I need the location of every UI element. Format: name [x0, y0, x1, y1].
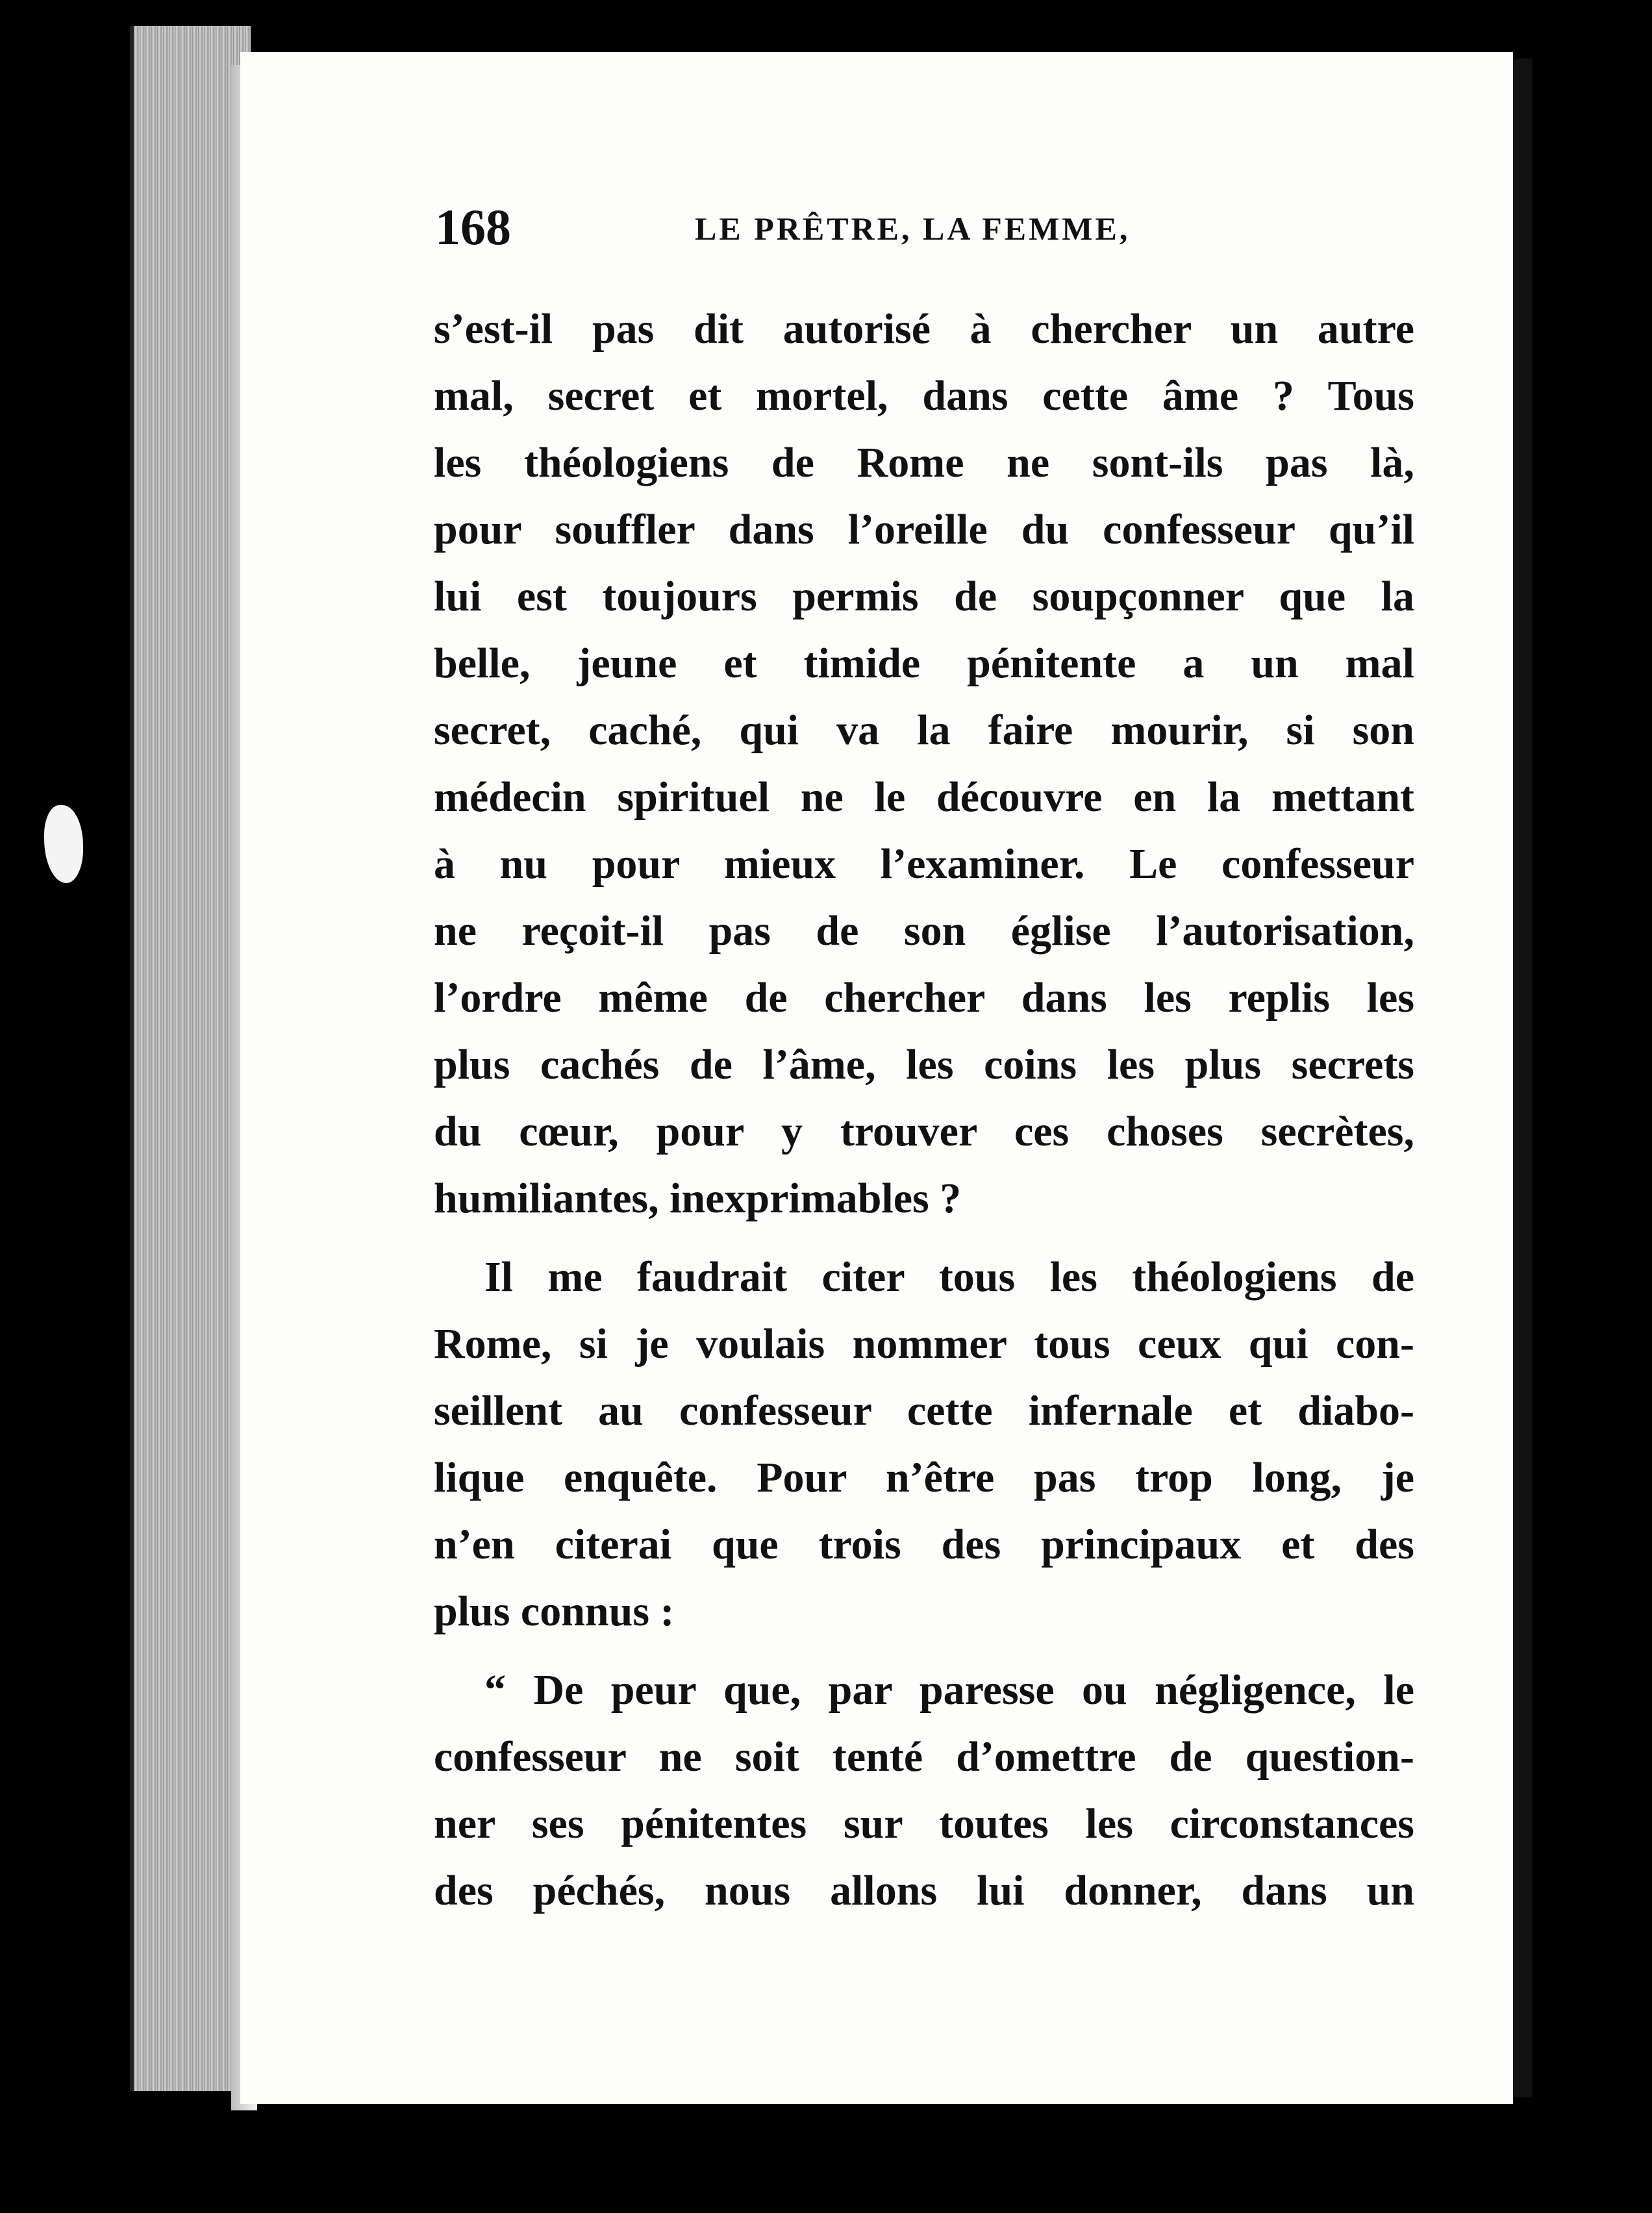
text-line: lique enquête. Pour n’être pas trop long, je [434, 1454, 1414, 1501]
text-line: à nu pour mieux l’examiner. Le confesseur [434, 840, 1414, 888]
text-line: ner ses pénitentes sur toutes les circonstances [434, 1800, 1414, 1847]
text-line: plus connus : [434, 1588, 675, 1635]
text-line: secret, caché, qui va la faire mourir, si son [434, 706, 1414, 754]
text-line: ne reçoit-il pas de son église l’autorisation, [434, 907, 1414, 955]
text-line: l’ordre même de chercher dans les replis les [434, 974, 1414, 1021]
paragraph-gap [434, 1232, 1414, 1244]
text-line: pour souffler dans l’oreille du confesseur qu’il [434, 506, 1414, 553]
text-line: Rome, si je voulais nommer tous ceux qui con- [434, 1320, 1414, 1368]
text-line: humiliantes, inexprimables ? [434, 1175, 962, 1222]
text-line: mal, secret et mortel, dans cette âme ? Tous [434, 372, 1414, 419]
running-head [435, 198, 1422, 256]
text-line: lui est toujours permis de soupçonner que la [434, 573, 1414, 620]
body-text [434, 295, 1414, 1924]
text-line: médecin spirituel ne le découvre en la mettant [434, 773, 1414, 821]
text-line: plus cachés de l’âme, les coins les plus secrets [434, 1041, 1414, 1088]
page-right-shadow [1513, 58, 1533, 2097]
text-line: seillent au confesseur cette infernale et diabo- [434, 1387, 1414, 1434]
page-number: 168 [435, 199, 511, 255]
text-line: s’est-il pas dit autorisé à chercher un autre [434, 305, 1414, 353]
text-line: “ De peur que, par paresse ou négligence, le [484, 1666, 1414, 1714]
text-line: du cœur, pour y trouver ces choses secrètes, [434, 1108, 1414, 1155]
book-page-edges [130, 26, 251, 2091]
text-line: Il me faudrait citer tous les théologiens de [484, 1253, 1414, 1301]
text-line: confesseur ne soit tenté d’omettre de question- [434, 1733, 1414, 1781]
text-line: les théologiens de Rome ne sont-ils pas là, [434, 439, 1414, 486]
text-line: n’en citerai que trois des principaux et des [434, 1521, 1414, 1568]
paragraph-gap [434, 1645, 1414, 1657]
text-line: des péchés, nous allons lui donner, dans un [434, 1867, 1414, 1914]
running-title: LE PRÊTRE, LA FEMME, [695, 210, 1131, 247]
text-line: belle, jeune et timide pénitente a un mal [434, 640, 1414, 687]
